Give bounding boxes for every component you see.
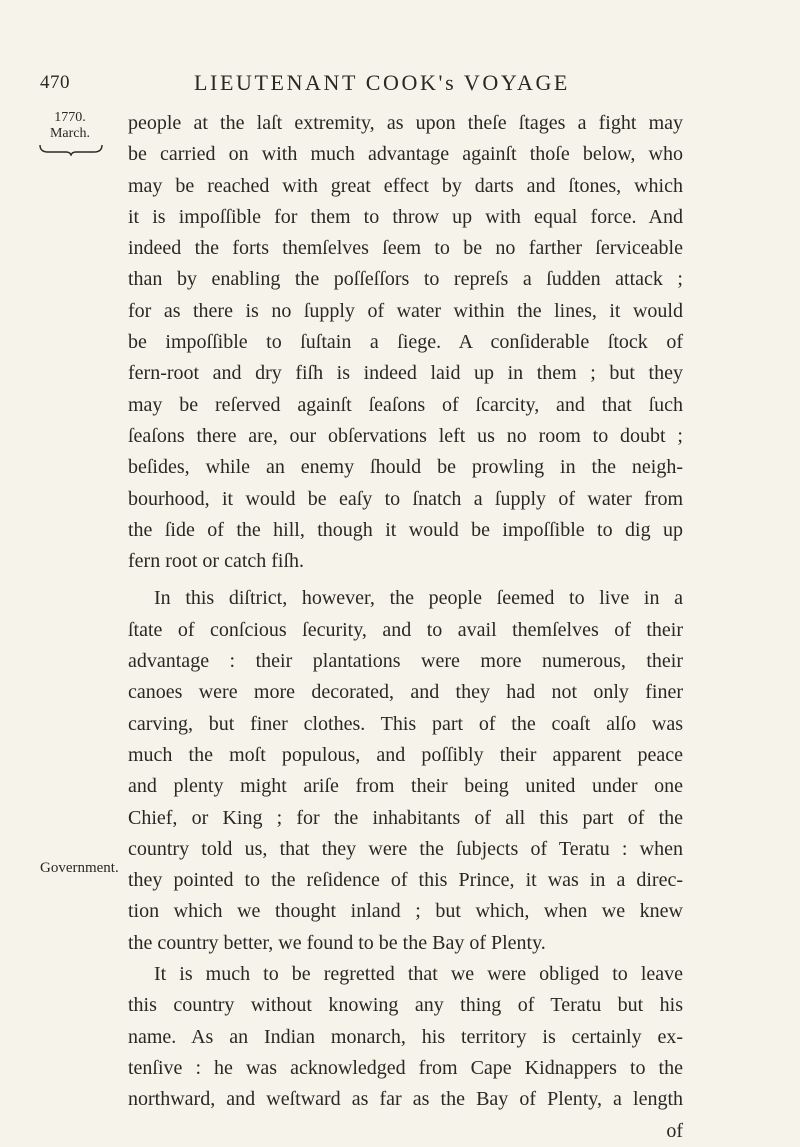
text-line: bourhood, it would be eaſy to ſnatch a ſupply of water from [128, 487, 683, 510]
body-text [128, 108, 683, 1147]
text-line: advantage : their plantations were more numerous, their [128, 650, 683, 673]
text-line: beſides, while an enemy ſhould be prowling in the neigh- [128, 456, 683, 479]
text-line: than by enabling the poſſeſſors to repreſs a ſudden attack ; [128, 268, 683, 291]
catchword: of [666, 1119, 683, 1142]
text-line: It is much to be regretted that we were obliged to leave [154, 963, 683, 986]
text-line: carving, but finer clothes. This part of the coaſt alſo was [128, 712, 683, 735]
text-line: much the moſt populous, and poſſibly their apparent peace [128, 743, 683, 766]
text-line: ſeaſons there are, our obſervations left us no room to doubt ; [128, 424, 683, 447]
text-line: In this diſtrict, however, the people ſeemed to live in a [154, 587, 683, 610]
text-line: the ſide of the hill, though it would be impoſſible to dig up [128, 518, 683, 541]
date-brace-icon [38, 142, 104, 156]
margin-date-year: 1770. [54, 110, 86, 125]
page-number: 470 [40, 72, 70, 93]
text-line: country told us, that they were the ſubjects of Teratu : when [128, 837, 683, 860]
text-line: the country better, we found to be the Bay of Plenty. [128, 931, 546, 954]
text-line: northward, and weſtward as far as the Bay of Plenty, a length [128, 1088, 683, 1111]
text-line: and plenty might ariſe from their being united under one [128, 775, 683, 798]
text-line: may be reached with great effect by darts and ſtones, which [128, 174, 683, 197]
running-head: LIEUTENANT COOK's VOYAGE [194, 70, 570, 95]
text-line: indeed the forts themſelves ſeem to be no farther ſerviceable [128, 237, 683, 260]
text-line: people at the laſt extremity, as upon theſe ſtages a fight may [128, 112, 683, 134]
text-line: this country without knowing any thing of Teratu but his [128, 994, 683, 1017]
text-line: for as there is no ſupply of water within the lines, it would [128, 299, 683, 322]
margin-date [40, 110, 100, 142]
text-line: name. As an Indian monarch, his territory is certainly ex- [128, 1025, 683, 1048]
margin-date-month: March. [49, 126, 91, 141]
text-line: ſtate of conſcious ſecurity, and to avail themſelves of their [128, 618, 683, 641]
text-line: Chief, or King ; for the inhabitants of all this part of the [128, 806, 683, 829]
text-line: may be reſerved againſt ſeaſons of ſcarcity, and that ſuch [128, 393, 683, 416]
text-line: be carried on with much advantage againſt thoſe below, who [128, 143, 683, 166]
text-line: it is impoſſible for them to throw up with equal force. And [128, 205, 683, 228]
text-line: tenſive : he was acknowledged from Cape Kidnappers to the [128, 1056, 683, 1079]
text-line: fern-root and dry fiſh is indeed laid up in them ; but they [128, 362, 683, 385]
text-line: they pointed to the reſidence of this Prince, it was in a direc- [128, 869, 683, 892]
text-line: fern root or catch fiſh. [128, 550, 305, 573]
margin-note-government: Government. [40, 860, 119, 876]
text-line: be impoſſible to ſuſtain a ſiege. A conſiderable ſtock of [128, 331, 683, 354]
text-line: tion which we thought inland ; but which, when we knew [128, 900, 683, 923]
text-line: canoes were more decorated, and they had not only finer [128, 681, 683, 704]
